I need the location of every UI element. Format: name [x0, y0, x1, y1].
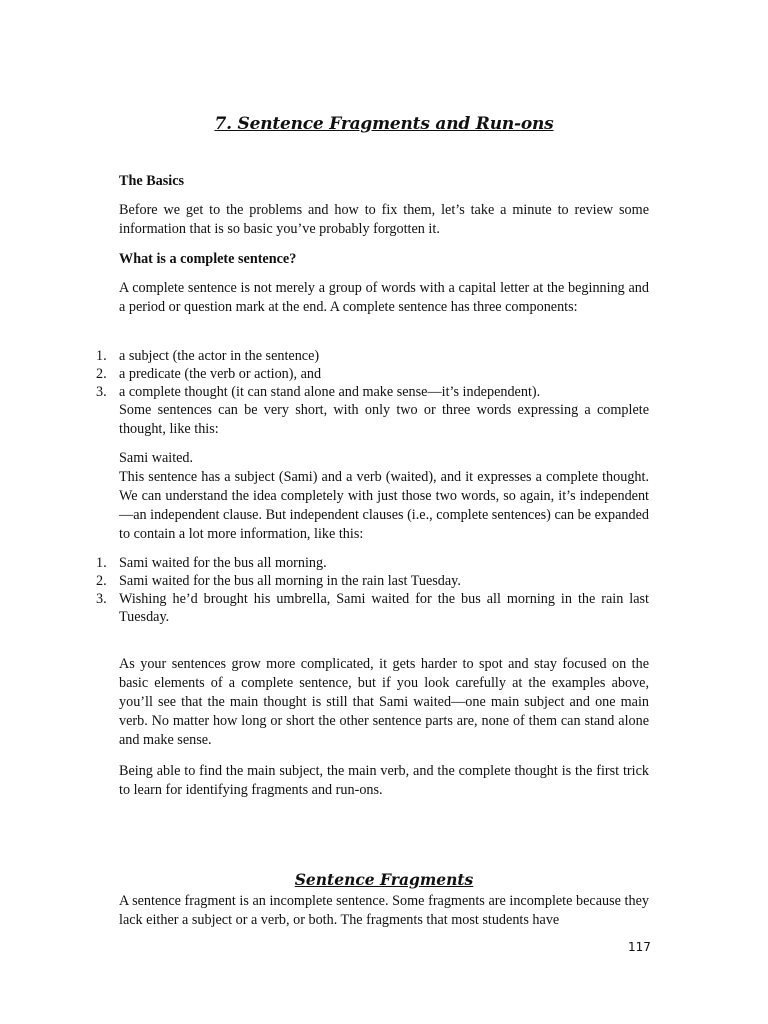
list-item-text: a subject (the actor in the sentence) — [119, 348, 320, 364]
list-item — [0, 365, 649, 383]
complete-sentence-paragraph: A complete sentence is not merely a group of words with a capital letter at the beginning and a period or question mark at the end. A complete sentence has three components: — [119, 280, 649, 315]
list-item — [0, 383, 649, 401]
list-item-text: Sami waited for the bus all morning. — [119, 555, 327, 571]
components-list — [0, 347, 649, 401]
list-item — [0, 347, 649, 365]
list-number: 2. — [96, 573, 107, 589]
list-item-text: Sami waited for the bus all morning in the rain last Tuesday. — [119, 573, 461, 589]
list-number: 1. — [96, 555, 107, 571]
main-subject-trick-paragraph: Being able to find the main subject, the main verb, and the complete thought is the first trick to learn for identifying fragments and run-ons. — [119, 763, 649, 798]
basics-paragraph: Before we get to the problems and how to fix them, let’s take a minute to review some information that is so basic you’ve probably forgotten it. — [119, 202, 649, 237]
independent-clause-paragraph: This sentence has a subject (Sami) and a verb (waited), and it expresses a complete thought. We can understand the idea completely with just those two words, so again, it’s independent—an independent clause. But independent clauses (i.e., complete sentences) can be expanded to contain a lot more information, like this: — [119, 469, 649, 542]
list-item — [0, 572, 649, 590]
complete-sentence-heading: What is a complete sentence? — [119, 251, 297, 267]
list-item-text: a predicate (the verb or action), and — [119, 366, 322, 382]
list-number: 3. — [96, 384, 107, 400]
complicated-sentences-paragraph: As your sentences grow more complicated, it gets harder to spot and stay focused on the basic elements of a complete sentence, but if you look carefully at the examples above, you’ll see that the main thought is still that Sami waited—one main subject and one main verb. No matter how long or short the other sentence parts are, none of them can stand alone and make sense. — [119, 656, 649, 748]
examples-list — [0, 554, 649, 626]
list-number: 3. — [96, 591, 107, 607]
page-number: 117 — [628, 940, 651, 954]
list-item-text: Wishing he’d brought his umbrella, Sami waited for the bus all morning in the rain last Tuesday. — [119, 591, 649, 625]
basics-heading: The Basics — [119, 173, 185, 189]
list-item — [0, 590, 649, 626]
list-number: 1. — [96, 348, 107, 364]
list-number: 2. — [96, 366, 107, 382]
sentence-fragments-heading: Sentence Fragments — [294, 870, 474, 889]
list-item — [0, 554, 649, 572]
sentence-fragments-paragraph: A sentence fragment is an incomplete sentence. Some fragments are incomplete because they lack either a subject or a verb, or both. The fragments that most students have — [119, 893, 649, 928]
short-sentences-paragraph: Some sentences can be very short, with only two or three words expressing a complete thought, like this: — [119, 402, 649, 437]
list-item-text: a complete thought (it can stand alone and make sense—it’s independent). — [119, 384, 541, 400]
example-short-sentence: Sami waited. — [119, 450, 194, 466]
chapter-title: 7. Sentence Fragments and Run-ons — [214, 114, 554, 134]
